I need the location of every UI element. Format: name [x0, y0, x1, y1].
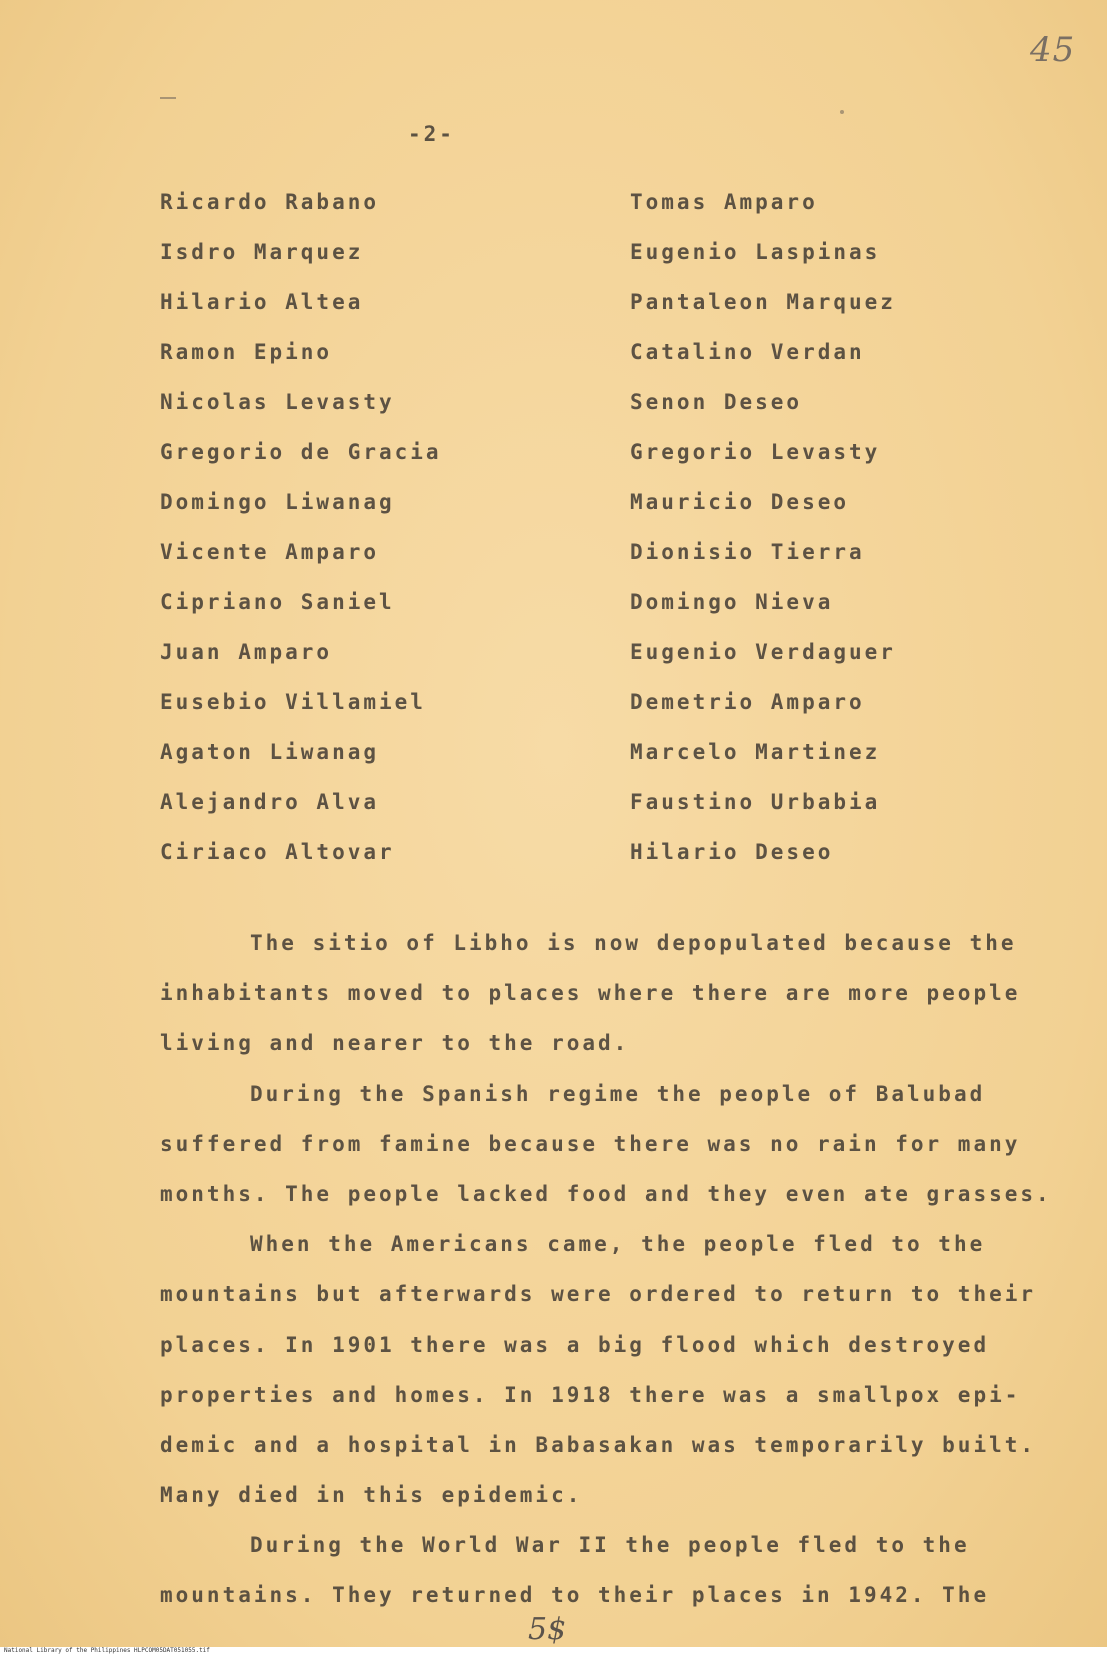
ink-mark [840, 110, 844, 114]
name-entry: Eusebio Villamiel [160, 690, 426, 714]
name-entry: Eugenio Laspinas [630, 240, 881, 264]
names-column-left [160, 190, 442, 890]
name-entry: Faustino Urbabia [630, 790, 881, 814]
text-line: living and nearer to the road. [160, 1031, 630, 1056]
narrative-text [160, 930, 1052, 1633]
text-line: mountains. They returned to their places in 1942. The [160, 1583, 990, 1608]
name-entry: Vicente Amparo [160, 540, 380, 564]
text-line: demic and a hospital in Babasakan was temporarily built. [160, 1432, 1037, 1457]
scan-footer [0, 1647, 1107, 1658]
handwritten-mark: 5$ [528, 1612, 567, 1647]
text-line: places. In 1901 there was a big flood which destroyed [160, 1332, 990, 1357]
name-entry: Hilario Deseo [630, 840, 834, 864]
name-entry: Domingo Nieva [630, 590, 834, 614]
name-entry: Dionisio Tierra [630, 540, 865, 564]
text-line: suffered from famine because there was no rain for many [160, 1131, 1021, 1156]
name-entry: Hilario Altea [160, 290, 364, 314]
text-line: During the World War II the people fled to the [250, 1533, 970, 1558]
text-line: The sitio of Libho is now depopulated because the [250, 931, 1017, 955]
page-number: -2- [408, 122, 455, 146]
name-entry: Ramon Epino [160, 340, 333, 364]
names-column-right [630, 190, 896, 890]
name-entry: Pantaleon Marquez [630, 290, 896, 314]
name-entry: Alejandro Alva [160, 790, 380, 814]
name-entry: Catalino Verdan [630, 340, 865, 364]
text-line: When the Americans came, the people fled to the [250, 1232, 986, 1257]
name-entry: Gregorio Levasty [630, 440, 881, 464]
name-entry: Eugenio Verdaguer [630, 640, 896, 664]
text-line: During the Spanish regime the people of Balubad [250, 1081, 986, 1106]
name-entry: Ricardo Rabano [160, 190, 380, 214]
name-entry: Isdro Marquez [160, 240, 364, 264]
text-line: Many died in this epidemic. [160, 1483, 583, 1508]
name-entry: Ciriaco Altovar [160, 840, 395, 864]
folio-number: 45 [1030, 30, 1076, 70]
name-entry: Agaton Liwanag [160, 740, 380, 764]
footer-text: National Library of the Philippines HLPCOM05DAT051055.tif [4, 1647, 210, 1654]
text-line: inhabitants moved to places where there are more people [160, 981, 1021, 1006]
name-entry: Demetrio Amparo [630, 690, 865, 714]
name-entry: Nicolas Levasty [160, 390, 395, 414]
name-entry: Gregorio de Gracia [160, 440, 442, 464]
name-entry: Mauricio Deseo [630, 490, 850, 514]
text-line: mountains but afterwards were ordered to return to their [160, 1282, 1037, 1307]
text-line: months. The people lacked food and they even ate grasses. [160, 1181, 1052, 1206]
ink-mark [160, 97, 176, 99]
name-entry: Marcelo Martinez [630, 740, 881, 764]
name-entry: Senon Deseo [630, 390, 803, 414]
name-entry: Cipriano Saniel [160, 590, 395, 614]
name-entry: Juan Amparo [160, 640, 333, 664]
name-entry: Domingo Liwanag [160, 490, 395, 514]
text-line: properties and homes. In 1918 there was a smallpox epi- [160, 1382, 1021, 1407]
name-entry: Tomas Amparo [630, 190, 818, 214]
